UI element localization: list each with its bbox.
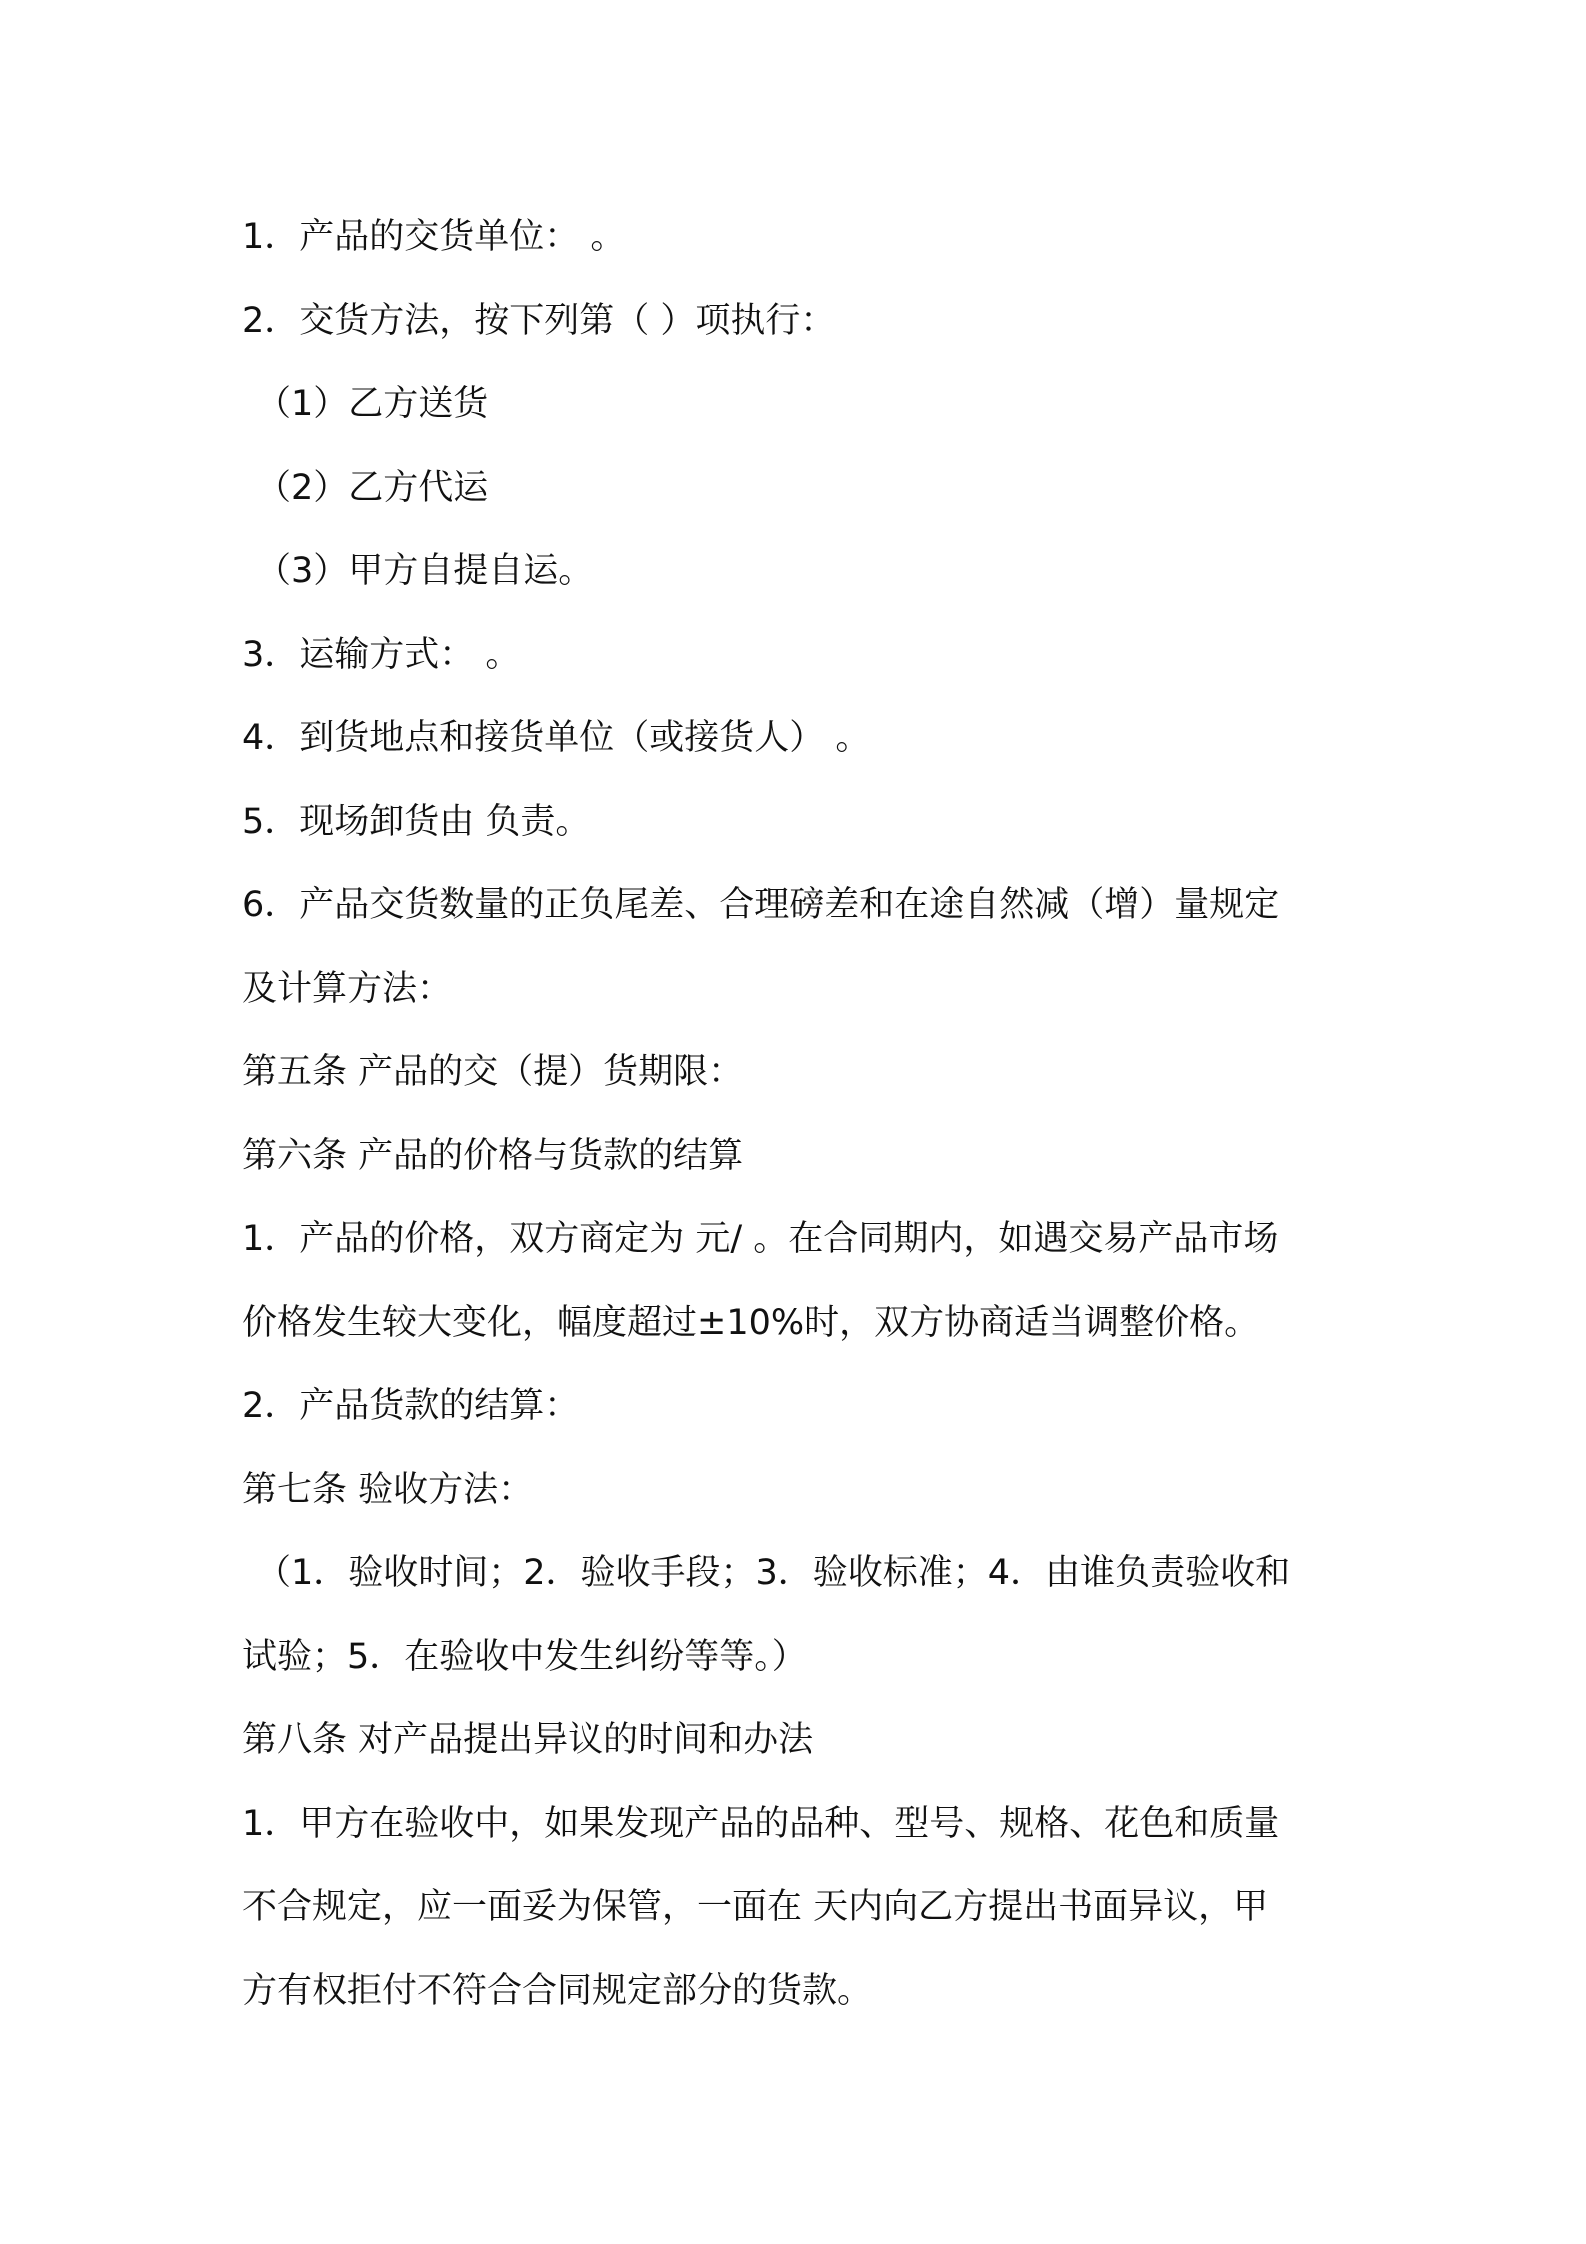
clause-payment-settlement: 2．产品货款的结算： [242,1386,580,1426]
clause-price-cont: 价格发生较大变化，幅度超过±10%时，双方协商适当调整价格。 [242,1302,1260,1343]
clause-inspection-details-cont: 试验；5．在验收中发生纠纷等等。） [242,1636,807,1677]
clause-quantity-tolerance-cont: 及计算方法： [242,968,453,1009]
option-seller-delivery: （1）乙方送货 [256,384,489,424]
article-7-heading: 第七条 验收方法： [242,1469,534,1510]
clause-delivery-unit: 1．产品的交货单位： 。 [242,217,626,257]
clause-objection-cont: 不合规定，应一面妥为保管，一面在 天内向乙方提出书面异议，甲 [242,1887,1269,1927]
clause-inspection-details: （1．验收时间；2．验收手段；3．验收标准；4．由谁负责验收和 [256,1553,1291,1593]
clause-price: 1．产品的价格，双方商定为 元/ 。在合同期内，如遇交易产品市场 [242,1219,1279,1259]
clause-objection-cont-2: 方有权拒付不符合合同规定部分的货款。 [242,1970,873,2011]
article-5-heading: 第五条 产品的交（提）货期限： [242,1052,744,1092]
clause-delivery-method: 2．交货方法，按下列第（ ）项执行： [242,300,836,341]
clause-quantity-tolerance: 6．产品交货数量的正负尾差、合理磅差和在途自然减（增）量规定 [242,885,1280,925]
clause-arrival-location: 4．到货地点和接货单位（或接货人） 。 [242,718,871,758]
option-buyer-pickup: （3）甲方自提自运。 [256,551,594,591]
clause-transport-mode: 3．运输方式： 。 [242,634,521,675]
option-seller-shipping: （2）乙方代运 [256,467,489,508]
clause-objection: 1．甲方在验收中，如果发现产品的品种、型号、规格、花色和质量 [242,1803,1280,1844]
clause-unloading: 5．现场卸货由 负责。 [242,801,591,842]
article-6-heading: 第六条 产品的价格与货款的结算 [242,1135,744,1176]
article-8-heading: 第八条 对产品提出异议的时间和办法 [242,1720,814,1760]
contract-body [242,196,1362,2033]
